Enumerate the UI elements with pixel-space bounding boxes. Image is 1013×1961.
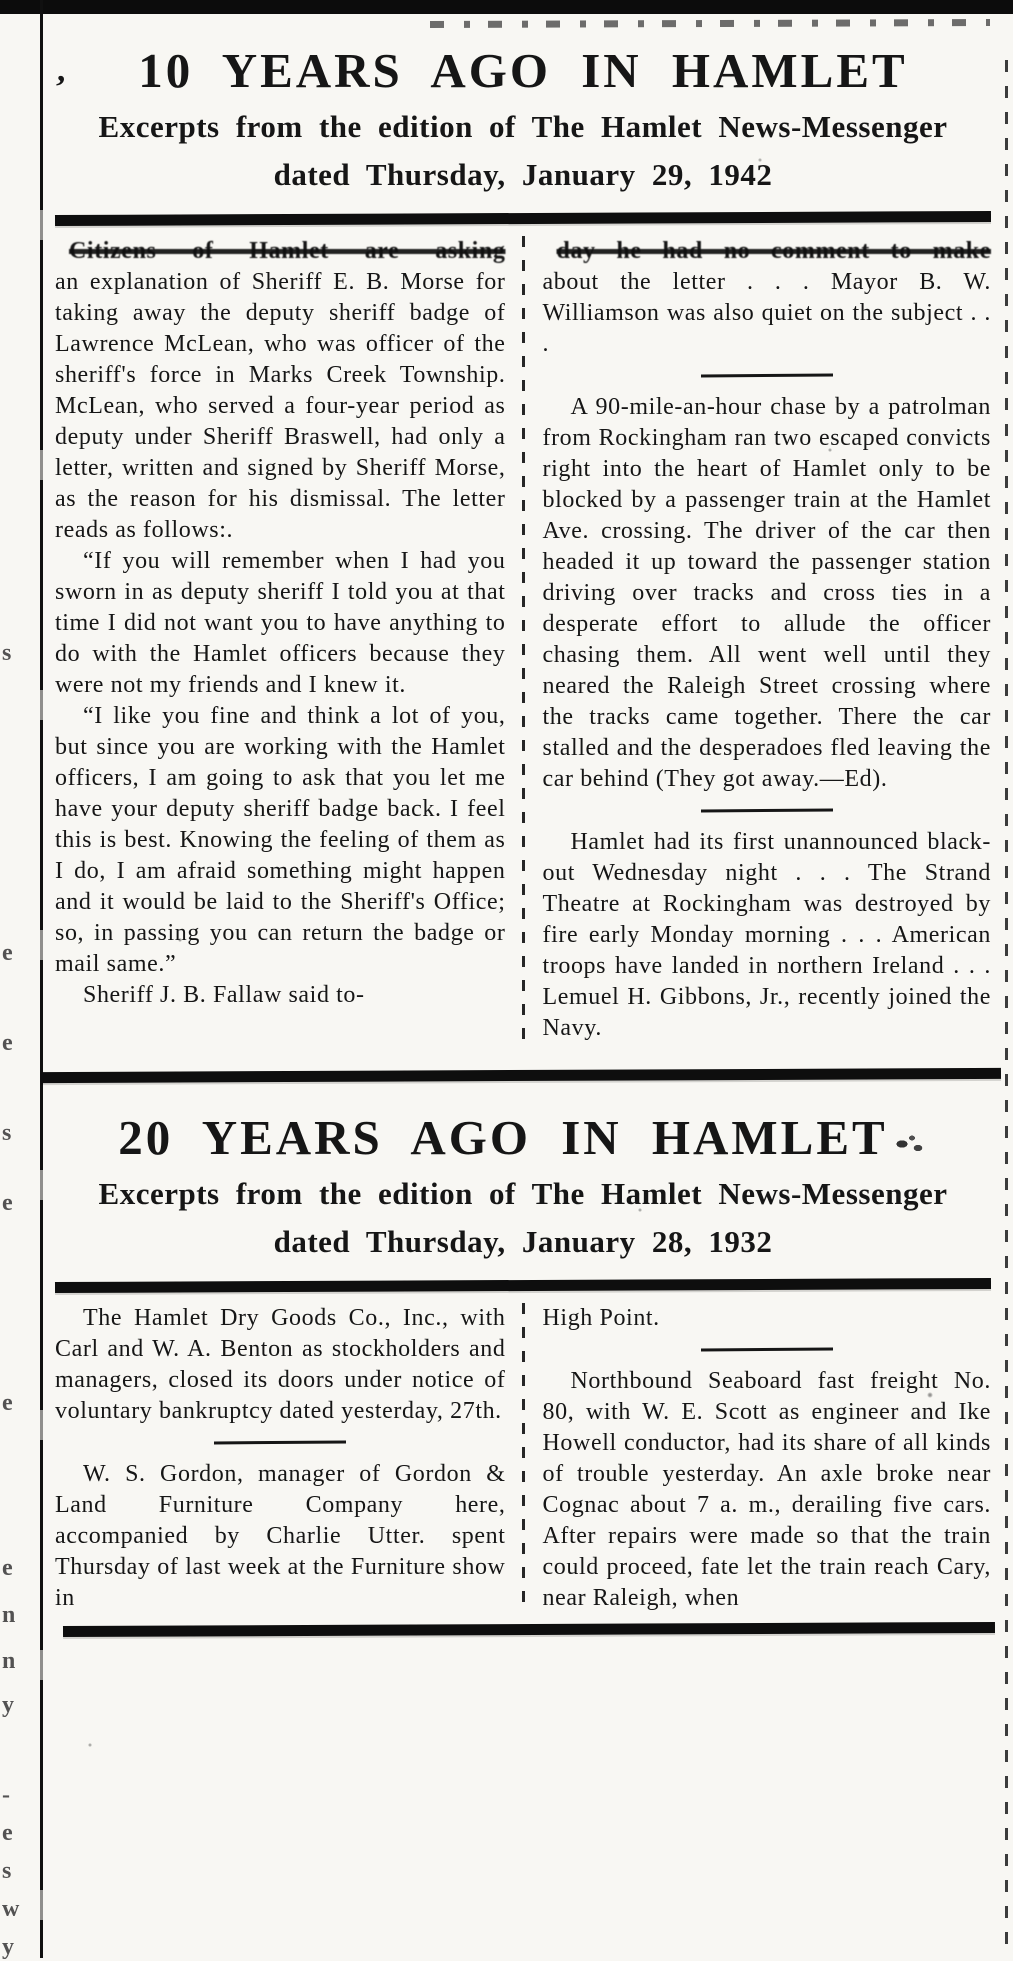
paragraph: The Hamlet Dry Goods Co., Inc., with Carl and W. A. Benton as stockholders and managers, closed its doors under notice of voluntary bankruptcy dated yesterday, 27th. bbox=[55, 1305, 506, 1424]
edge-fragment: e bbox=[2, 1820, 13, 1846]
paragraph: about the letter . . . Mayor B. W. Williamson was also quiet on the subject . . . bbox=[542, 269, 991, 357]
struck-line: day he had no comment to make bbox=[556, 238, 991, 264]
left-column-rule bbox=[40, 0, 43, 1958]
header-rule bbox=[55, 211, 991, 226]
page-content bbox=[55, 14, 991, 1635]
paragraph: Sheriff J. B. Fallaw said to- bbox=[83, 982, 365, 1008]
column-left bbox=[55, 1303, 522, 1614]
edge-fragments bbox=[0, 0, 36, 1958]
paragraph: “If you will remember when I had you sworn in as deputy sheriff I told you at that time I did not want you to have anything to do with the Hamlet officers because they were not my friends and I knew it. bbox=[55, 548, 506, 698]
column-right bbox=[525, 1303, 992, 1614]
article-separator-rule bbox=[41, 1068, 1001, 1083]
edge-fragment: e bbox=[2, 1555, 13, 1581]
struck-line: Citizens of Hamlet are asking bbox=[69, 238, 506, 264]
article-subtitle: Excerpts from the edition of The Hamlet News-Messenger bbox=[98, 1176, 948, 1211]
edge-fragment: e bbox=[2, 1030, 13, 1056]
article-10-years-ago bbox=[55, 42, 991, 1044]
header-rule bbox=[55, 1278, 991, 1293]
article-headline bbox=[55, 1109, 991, 1166]
edge-fragment: e bbox=[2, 940, 13, 966]
story-divider bbox=[701, 809, 833, 813]
article-subtitle: Excerpts from the edition of The Hamlet News-Messenger bbox=[98, 109, 948, 144]
edge-fragment: n bbox=[2, 1648, 16, 1674]
ink-smudge bbox=[894, 1134, 928, 1154]
paragraph: High Point. bbox=[542, 1305, 660, 1331]
article-headline bbox=[55, 42, 991, 99]
paragraph: “I like you fine and think a lot of you, but since you are working with the Hamlet officers, I am going to ask that you let me have your deputy sheriff badge back. I feel this is best. Knowing the feeling of them as I do, I am afraid something might happen and it would be laid to the Sheriff's Office; so, in passing you can return the badge or mail same.” bbox=[55, 703, 506, 977]
story-divider bbox=[701, 374, 833, 378]
edge-fragment: e bbox=[2, 1190, 13, 1216]
top-ink-bar bbox=[0, 0, 1013, 14]
edge-fragment: n bbox=[2, 1602, 16, 1628]
story-divider bbox=[214, 1441, 346, 1445]
article-20-years-ago bbox=[55, 1109, 991, 1635]
edge-fragment: s bbox=[2, 1858, 12, 1884]
paragraph: A 90-mile-an-hour chase by a patrolman from Rockingham ran two escaped convicts right into the heart of Hamlet only to be blocked by a passenger train at the Hamlet Ave. crossing. The driver of the car then headed it up toward the passenger station driving over tracks and cross ties in a desperate effort to allude the officer chasing them. All went well until they neared the Raleigh Street crossing where the tracks came together. There the car stalled and the desperadoes fled leaving the car behind (They got away.—Ed). bbox=[542, 394, 991, 792]
paragraph: an explanation of Sheriff E. B. Morse for taking away the deputy sheriff badge of Lawrence McLean, who was officer of the sheriff's force in Marks Creek Township. McLean, who served a four-year period as deputy under Sheriff Braswell, had only a letter, written and signed by Sheriff Morse, as the reason for his dismissal. The letter reads as follows:. bbox=[55, 269, 506, 543]
paragraph: W. S. Gordon, manager of Gordon & Land Furniture Company here, accompanied by Charlie Utter. spent Thursday of last week at the Furniture show in bbox=[55, 1461, 506, 1611]
article-dateline: dated Thursday, January 29, 1942 bbox=[273, 157, 773, 192]
paragraph: Northbound Seaboard fast freight No. 80, with W. E. Scott as engineer and Ike Howell conductor, had its share of all kinds of trouble yesterday. An axle broke near Cognac about 7 a. m., derailing five cars. After repairs were made so that the train could proceed, fate let the train reach Cary, near Raleigh, when bbox=[542, 1368, 991, 1611]
column-right bbox=[525, 236, 992, 1044]
headline-text: 20 YEARS AGO IN HAMLET bbox=[118, 1110, 888, 1165]
edge-fragment: e bbox=[2, 1390, 13, 1416]
edge-fragment: y bbox=[2, 1692, 14, 1718]
article-columns bbox=[55, 1303, 991, 1614]
bottom-rule bbox=[63, 1622, 995, 1637]
paragraph: Hamlet had its first unannounced black-out Wednesday night . . . The Strand Theatre at Rockingham was destroyed by fire early Monday morning . . . American troops have landed in northern Ireland . . . Lemuel H. Gibbons, Jr., recently joined the Navy. bbox=[542, 829, 991, 1041]
edge-fragment: y bbox=[2, 1934, 14, 1960]
column-left bbox=[55, 236, 522, 1044]
edge-fragment: - bbox=[2, 1782, 10, 1808]
stray-ink-mark: , bbox=[55, 51, 70, 90]
article-columns bbox=[55, 236, 991, 1044]
article-dateline: dated Thursday, January 28, 1932 bbox=[273, 1224, 773, 1259]
edge-fragment: s bbox=[2, 1120, 12, 1146]
story-divider bbox=[701, 1348, 833, 1352]
headline-text: 10 YEARS AGO IN HAMLET bbox=[138, 43, 908, 98]
right-edge-dashed-rule bbox=[1005, 60, 1008, 1958]
edge-fragment: s bbox=[2, 640, 12, 666]
edge-fragment: w bbox=[2, 1896, 20, 1922]
